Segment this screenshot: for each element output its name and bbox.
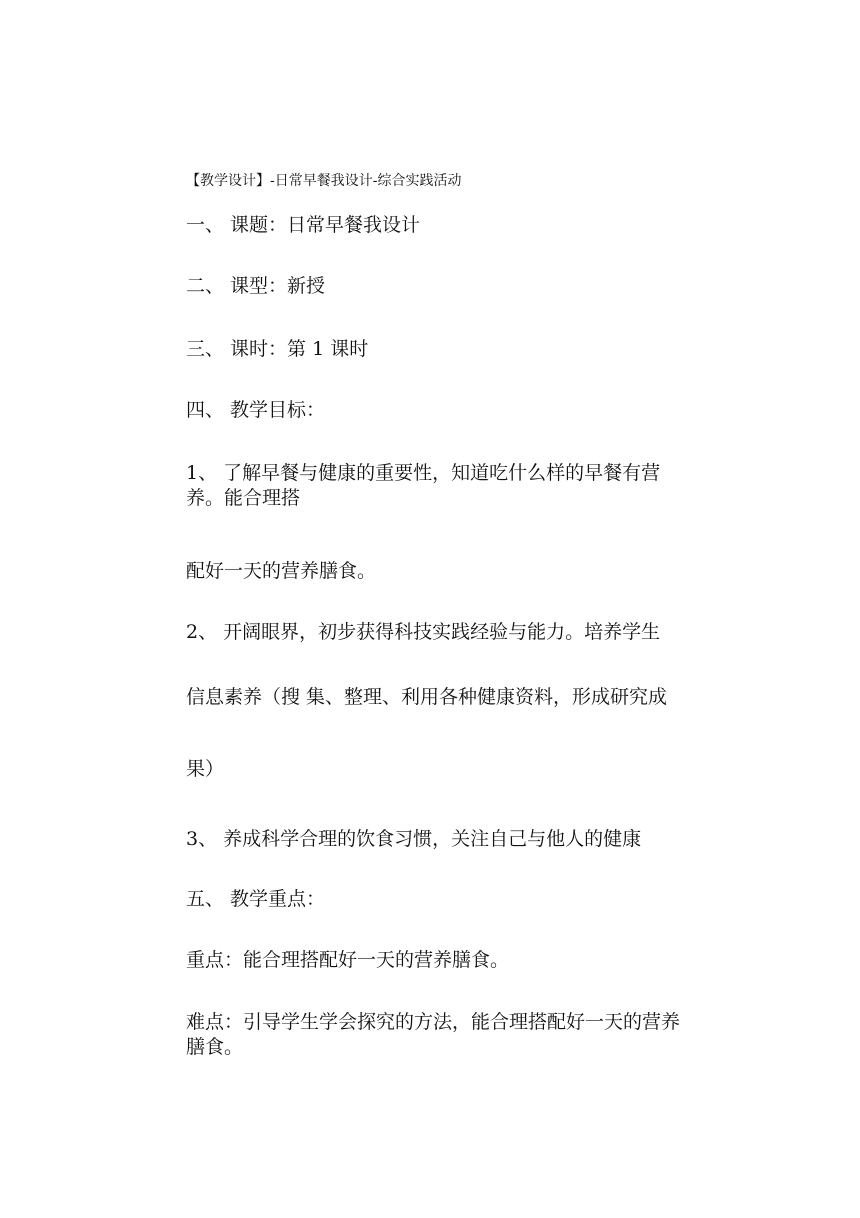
document-header: 【教学设计】-日常早餐我设计-综合实践活动 — [186, 173, 462, 189]
goal-2-continued: 信息素养（搜 集、整理、利用各种健康资料，形成研究成 — [186, 686, 668, 708]
goal-1-continued: 配好一天的营养膳食。 — [186, 560, 377, 582]
item-lesson-type: 二、 课型：新授 — [186, 275, 326, 297]
item-topic: 一、 课题：日常早餐我设计 — [186, 214, 421, 236]
goal-1: 1、 了解早餐与健康的重要性，知道吃什么样的早餐有营养。能合理搭 — [186, 462, 661, 509]
key-point: 重点：能合理搭配好一天的营养膳食。 — [186, 949, 510, 971]
goal-3: 3、 养成科学合理的饮食习惯，关注自己与他人的健康 — [186, 828, 642, 850]
goal-2: 2、 开阔眼界，初步获得科技实践经验与能力。培养学生 — [186, 621, 661, 643]
item-key-points: 五、 教学重点： — [186, 888, 326, 910]
goal-2-end: 果） — [186, 758, 225, 780]
item-lesson-hours: 三、 课时：第 1 课时 — [186, 338, 369, 360]
item-teaching-goals: 四、 教学目标： — [186, 399, 326, 421]
difficult-point: 难点：引导学生学会探究的方法，能合理搭配好一天的营养膳食。 — [186, 1011, 681, 1058]
